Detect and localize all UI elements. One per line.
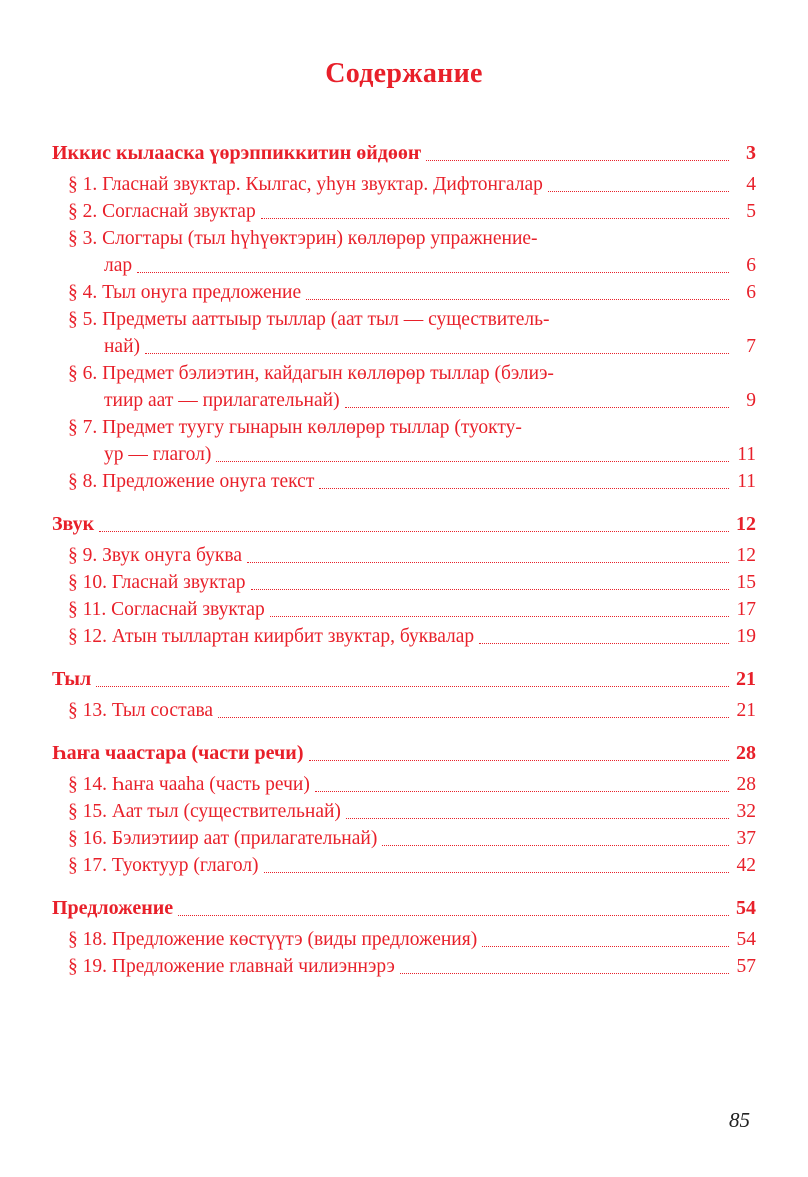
toc-leader-dots xyxy=(400,972,729,974)
toc-entry-label: § 18. Предложение көстүүтэ (виды предложения) xyxy=(68,929,478,950)
page-title: Содержание xyxy=(325,58,483,89)
toc-entry-label: § 9. Звук онуга буква xyxy=(68,545,243,566)
toc-entry-label: § 12. Атын тыллартан киирбит звуктар, буквалар xyxy=(68,626,475,647)
toc-item-entry[interactable] xyxy=(52,953,756,980)
toc-leader-dots xyxy=(216,460,729,462)
toc-leader-dots xyxy=(145,352,729,354)
toc-entry-label: § 14. Һаҥа чааһа (часть речи) xyxy=(68,774,310,795)
toc-leader-dots xyxy=(382,844,729,846)
toc-page-number: 37 xyxy=(736,828,756,849)
toc-page-number: 6 xyxy=(746,255,756,276)
toc-page-number: 21 xyxy=(736,668,756,690)
toc-entry-label: § 13. Тыл состава xyxy=(68,700,214,721)
toc-page-number: 5 xyxy=(746,201,756,222)
toc-page-number: 3 xyxy=(746,142,756,164)
toc-item-entry[interactable] xyxy=(52,798,756,825)
toc-page-number: 9 xyxy=(746,390,756,411)
toc-leader-dots xyxy=(178,914,729,916)
toc-item-entry[interactable] xyxy=(52,360,756,414)
toc-entry-label-continued: тиир аат — прилагательнай) xyxy=(104,390,340,411)
toc-page-number: 6 xyxy=(746,282,756,303)
toc-leader-dots xyxy=(251,588,730,590)
toc-page-number: 15 xyxy=(736,572,756,593)
toc-page-number: 11 xyxy=(737,444,756,465)
toc-item-entry[interactable] xyxy=(52,569,756,596)
toc-page-number: 28 xyxy=(736,742,756,764)
toc-item-entry[interactable] xyxy=(52,825,756,852)
table-of-contents xyxy=(52,140,756,980)
toc-item-entry[interactable] xyxy=(52,852,756,879)
toc-entry-label: § 5. Предметы ааттыыр тыллар (аат тыл — существитель- xyxy=(68,309,550,330)
toc-page-number: 21 xyxy=(736,700,756,721)
toc-page-number: 7 xyxy=(746,336,756,357)
toc-page-number: 32 xyxy=(736,801,756,822)
toc-leader-dots xyxy=(482,945,729,947)
toc-entry-label-continued: ур — глагол) xyxy=(104,444,212,465)
page-number: 85 xyxy=(729,1108,750,1132)
toc-entry-label: § 6. Предмет бэлиэтин, кайдагын көллөрөр тыллар (бэлиэ- xyxy=(68,363,554,384)
toc-entry-label: § 16. Бэлиэтиир аат (прилагательнай) xyxy=(68,828,378,849)
toc-item-entry[interactable] xyxy=(52,542,756,569)
toc-section-entry[interactable] xyxy=(52,140,756,167)
toc-item-entry[interactable] xyxy=(52,414,756,468)
toc-entry-label: § 7. Предмет туугу гынарын көллөрөр тыллар (туокту- xyxy=(68,417,522,438)
toc-leader-dots xyxy=(137,271,729,273)
toc-leader-dots xyxy=(306,298,729,300)
toc-leader-dots xyxy=(426,159,729,161)
toc-entry-label: Звук xyxy=(52,513,95,535)
toc-entry-label-continued: лар xyxy=(104,255,133,276)
toc-section-entry[interactable] xyxy=(52,666,756,693)
toc-section-entry[interactable] xyxy=(52,511,756,538)
toc-item-entry[interactable] xyxy=(52,279,756,306)
toc-leader-dots xyxy=(315,790,729,792)
toc-entry-label: § 1. Гласнай звуктар. Кылгас, уһун звуктар. Дифтонгалар xyxy=(68,174,543,195)
toc-section-entry[interactable] xyxy=(52,740,756,767)
toc-item-entry[interactable] xyxy=(52,623,756,650)
toc-entry-label: Һаҥа чаастара (части речи) xyxy=(52,742,304,764)
toc-page-number: 28 xyxy=(736,774,756,795)
toc-leader-dots xyxy=(345,406,729,408)
toc-page-number: 11 xyxy=(737,471,756,492)
toc-entry-label: § 3. Слогтары (тыл һүһүөктэрин) көллөрөр упражнение- xyxy=(68,228,538,249)
toc-entry-label: Предложение xyxy=(52,897,174,919)
toc-entry-label: § 4. Тыл онуга предложение xyxy=(68,282,302,303)
toc-leader-dots xyxy=(548,190,729,192)
toc-item-entry[interactable] xyxy=(52,596,756,623)
toc-entry-label: § 19. Предложение главнай чилиэннэрэ xyxy=(68,956,395,977)
toc-leader-dots xyxy=(99,530,729,532)
toc-page-number: 12 xyxy=(736,545,756,566)
toc-leader-dots xyxy=(96,685,729,687)
toc-page-number: 42 xyxy=(736,855,756,876)
toc-entry-label: § 2. Согласнай звуктар xyxy=(68,201,256,222)
toc-section-entry[interactable] xyxy=(52,895,756,922)
toc-entry-label: § 10. Гласнай звуктар xyxy=(68,572,246,593)
toc-leader-dots xyxy=(247,561,729,563)
toc-item-entry[interactable] xyxy=(52,225,756,279)
toc-leader-dots xyxy=(270,615,729,617)
toc-entry-label: § 8. Предложение онуга текст xyxy=(68,471,315,492)
toc-entry-label-continued: най) xyxy=(104,336,141,357)
toc-item-entry[interactable] xyxy=(52,697,756,724)
toc-item-entry[interactable] xyxy=(52,468,756,495)
toc-leader-dots xyxy=(261,217,729,219)
toc-item-entry[interactable] xyxy=(52,926,756,953)
toc-item-entry[interactable] xyxy=(52,171,756,198)
toc-leader-dots xyxy=(264,871,729,873)
toc-page-number: 19 xyxy=(736,626,756,647)
toc-leader-dots xyxy=(319,487,729,489)
toc-page-number: 4 xyxy=(746,174,756,195)
toc-page-number: 57 xyxy=(736,956,756,977)
toc-item-entry[interactable] xyxy=(52,306,756,360)
toc-page-number: 17 xyxy=(736,599,756,620)
toc-entry-label: § 11. Согласнай звуктар xyxy=(68,599,265,620)
toc-entry-label: § 15. Аат тыл (существительнай) xyxy=(68,801,341,822)
toc-entry-label: § 17. Туоктуур (глагол) xyxy=(68,855,259,876)
toc-leader-dots xyxy=(479,642,729,644)
toc-leader-dots xyxy=(218,716,729,718)
toc-entry-label: Иккис кылааска үөрэппиккитин өйдөөҥ xyxy=(52,142,422,164)
toc-page-number: 54 xyxy=(736,929,756,950)
toc-leader-dots xyxy=(346,817,729,819)
toc-entry-label: Тыл xyxy=(52,668,92,690)
toc-item-entry[interactable] xyxy=(52,198,756,225)
toc-leader-dots xyxy=(309,759,730,761)
toc-page-number: 12 xyxy=(736,513,756,535)
toc-page-number: 54 xyxy=(736,897,756,919)
toc-item-entry[interactable] xyxy=(52,771,756,798)
